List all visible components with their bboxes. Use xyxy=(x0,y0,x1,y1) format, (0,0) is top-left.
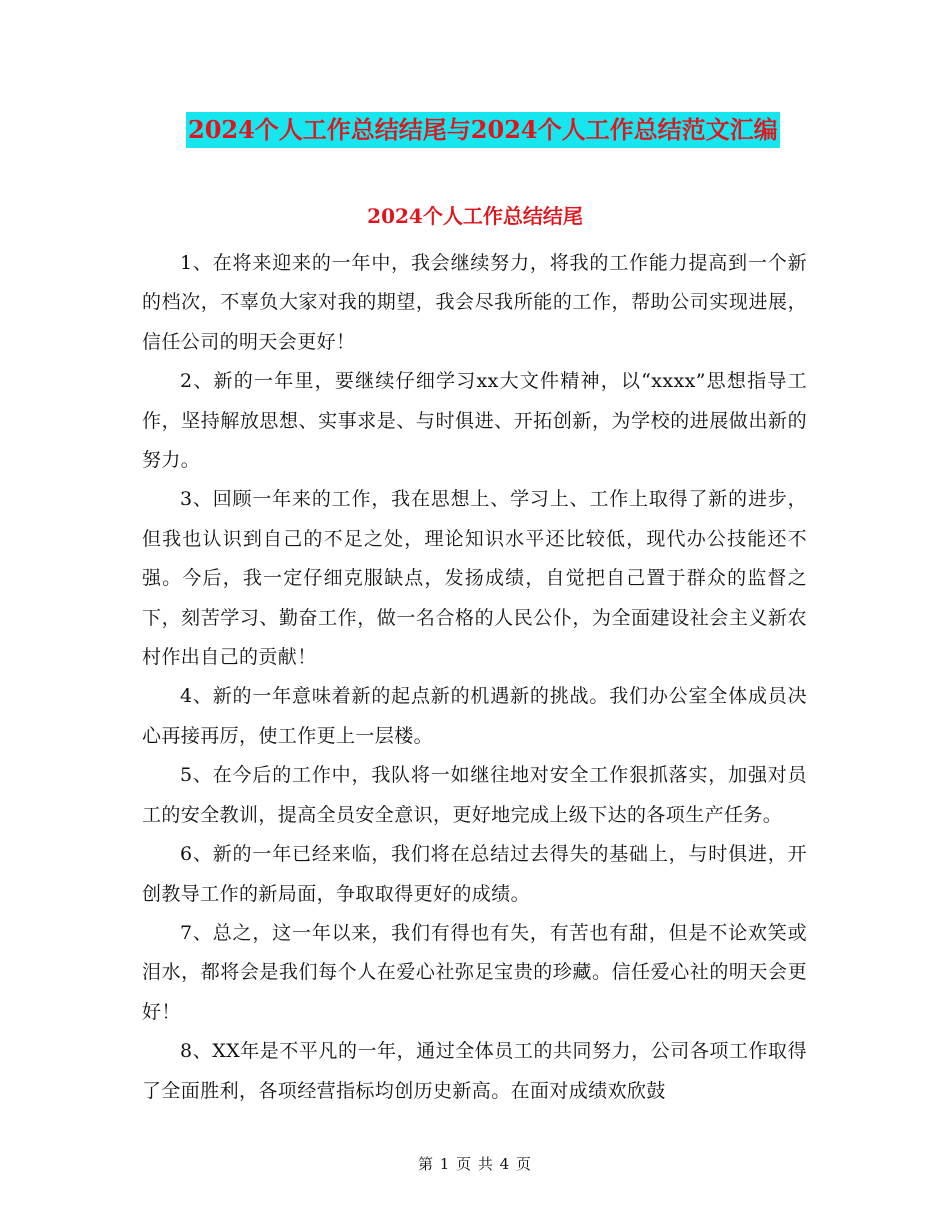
paragraph-1: 1、在将来迎来的一年中，我会继续努力，将我的工作能力提高到一个新的档次，不辜负大家对我的期望，我会尽我所能的工作，帮助公司实现进展，信任公司的明天会更好！ xyxy=(142,252,807,353)
paragraph-7: 7、总之，这一年以来，我们有得也有失，有苦也有甜，但是不论欢笑或泪水，都将会是我们每个人在爱心社弥足宝贵的珍藏。信任爱心社的明天会更好！ xyxy=(142,921,807,1023)
paragraph-4: 4、新的一年意味着新的起点新的机遇新的挑战。我们办公室全体成员决心再接再厉，使工作更上一层楼。 xyxy=(142,685,807,747)
document-body xyxy=(142,244,807,1111)
paragraph-5: 5、在今后的工作中，我队将一如继往地对安全工作狠抓落实，加强对员工的安全教训，提高全员安全意识，更好地完成上级下达的各项生产任务。 xyxy=(142,764,807,826)
paragraph-2: 2、新的一年里，要继续仔细学习xx大文件精神，以“xxxx”思想指导工作，坚持解放思想、实事求是、与时俱进、开拓创新，为学校的进展做出新的努力。 xyxy=(142,370,807,472)
section-title: 2024个人工作总结结尾 xyxy=(367,204,583,228)
paragraph-8: 8、XX年是不平凡的一年，通过全体员工的共同努力，公司各项工作取得了全面胜利，各项经营指标均创历史新高。在面对成绩欢欣鼓 xyxy=(142,1040,807,1102)
document-main-title: 2024个人工作总结结尾与2024个人工作总结范文汇编 xyxy=(186,112,780,148)
page-number-footer: 第 1 页 共 4 页 xyxy=(418,1155,532,1173)
paragraph-6: 6、新的一年已经来临，我们将在总结过去得失的基础上，与时俱进，开创教导工作的新局面，争取取得更好的成绩。 xyxy=(142,843,807,905)
paragraph-3: 3、回顾一年来的工作，我在思想上、学习上、工作上取得了新的进步，但我也认识到自己的不足之处，理论知识水平还比较低，现代办公技能还不强。今后，我一定仔细克服缺点，发扬成绩，自觉把自己置于群众的监督之下，刻苦学习、勤奋工作，做一名合格的人民公仆，为全面建设社会主义新农村作出自己的贡献！ xyxy=(142,488,807,669)
